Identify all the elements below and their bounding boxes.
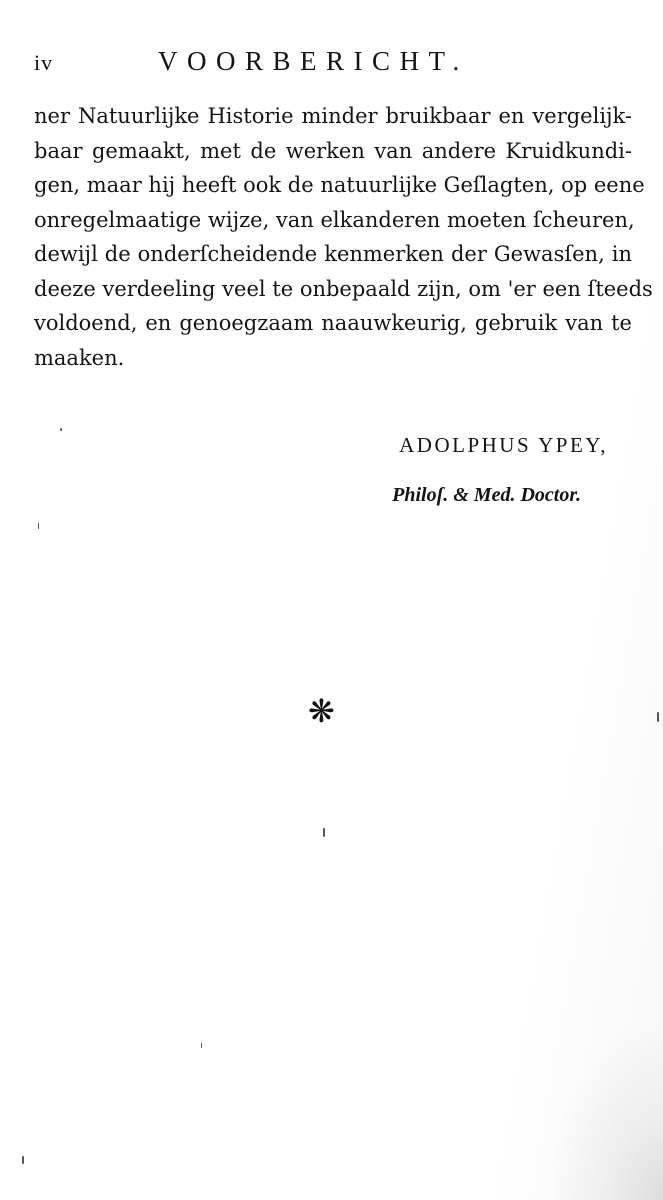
paper-speck (657, 712, 659, 722)
text-line: deeze verdeeling veel te onbepaald zijn, om 'er een ſteeds (34, 276, 653, 301)
asterism-ornament-icon: ❋ (308, 692, 335, 730)
paper-speck (60, 428, 62, 431)
page-number: iv (34, 50, 54, 75)
text-line: maaken. (34, 345, 125, 370)
author-title: Philoſ. & Med. Doctor. (392, 484, 581, 506)
text-line: dewijl de onderſcheidende kenmerken der Gewasſen, in (34, 242, 632, 266)
body-paragraph (34, 99, 653, 375)
paper-speck (22, 1156, 24, 1164)
text-line: ner Natuurlijke Historie minder bruikbaar en vergelijk- (34, 104, 632, 128)
text-line: onregelmaatige wijze, van elkanderen moeten ſcheuren, (34, 207, 635, 232)
author-signature: ADOLPHUS YPEY, (399, 433, 608, 457)
text-line: baar gemaakt, met de werken van andere Kruidkundi- (34, 138, 632, 163)
text-line: voldoend, en genoegzaam naauwkeurig, gebruik van te (34, 311, 632, 335)
running-head: VOORBERICHT. (158, 46, 469, 76)
paper-speck (323, 828, 325, 837)
paper-speck (38, 523, 39, 529)
text-line: gen, maar hij heeft ook de natuurlijke Geſlagten, op eene (34, 173, 645, 197)
paper-speck (201, 1043, 202, 1048)
page-corner-shading (553, 1030, 663, 1200)
